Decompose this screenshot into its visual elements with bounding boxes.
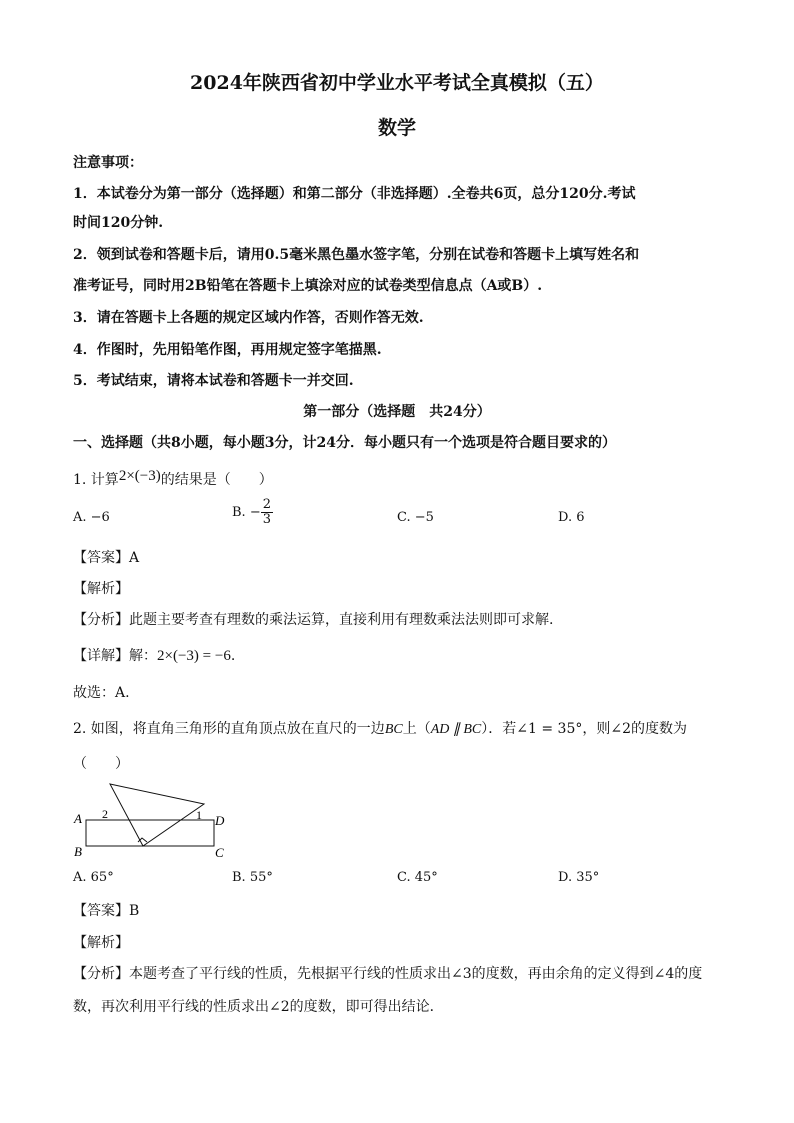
q2-option-d: D. 35° <box>558 870 600 885</box>
notice-item: 3．请在答题卡上各题的规定区域内作答，否则作答无效. <box>73 310 424 326</box>
fraction: $\frac{2}{3}$ <box>262 497 271 527</box>
q1-option-c: C. −5 <box>397 510 434 525</box>
q1-detail: 【详解】解：2×(−3) = −6. <box>73 648 236 664</box>
right-triangle <box>110 784 204 846</box>
question-2-blank: （ ） <box>73 756 129 772</box>
subject-title: 数学 <box>377 117 416 139</box>
q1-option-a: A. −6 <box>73 510 110 525</box>
q2-option-c: C. 45° <box>397 870 438 885</box>
q1-option-d: D. 6 <box>558 510 585 525</box>
notice-item: 2．领到试卷和答题卡后，请用0.5毫米黑色墨水签字笔，分别在试卷和答题卡上填写姓名和 <box>73 247 640 263</box>
notice-item: 1．本试卷分为第一部分（选择题）和第二部分（非选择题）.全卷共6页，总分120分.考试 <box>73 186 636 202</box>
q2-option-a: A. 65° <box>73 870 114 885</box>
notice-item: 4．作图时，先用铅笔作图，再用规定签字笔描黑. <box>73 342 382 358</box>
q1-analysis-label: 【解析】 <box>73 581 129 597</box>
notice-item: 准考证号，同时用2B铅笔在答题卡上填涂对应的试卷类型信息点（A或B）. <box>73 278 543 294</box>
page-title: 2024年陕西省初中学业水平考试全真模拟（五） <box>190 72 604 94</box>
question-2-stem: 2. 如图，将直角三角形的直角顶点放在直尺的一边BC上（AD ∥ BC）．若∠1 = 35°，则∠2的度数为 <box>73 721 687 737</box>
notice-item: 5．考试结束，请将本试卷和答题卡一并交回. <box>73 373 354 389</box>
label-a: A <box>74 811 82 826</box>
notice-heading: 注意事项： <box>73 155 143 171</box>
angle-2-label: 2 <box>102 807 108 821</box>
ruler-triangle-figure <box>72 778 242 864</box>
q2-fenxi-line1: 【分析】本题考查了平行线的性质，先根据平行线的性质求出∠3的度数，再由余角的定义得到∠4的度 <box>73 966 703 982</box>
notice-item: 时间120分钟. <box>73 215 164 231</box>
ruler-rectangle <box>86 820 214 846</box>
label-b: B <box>74 844 82 859</box>
q2-option-b: B. 55° <box>232 870 273 885</box>
q1-option-b: B. − $\frac{2}{3}$ <box>232 497 271 527</box>
angle-1-label: 1 <box>196 808 202 822</box>
q2-fenxi-line2: 数，再次利用平行线的性质求出∠2的度数，即可得出结论． <box>73 999 444 1015</box>
q2-analysis-label: 【解析】 <box>73 935 129 951</box>
part-heading: 第一部分（选择题 共24分） <box>303 404 491 420</box>
section-heading: 一、选择题（共8小题，每小题3分，计24分．每小题只有一个选项是符合题目要求的） <box>73 435 616 451</box>
q2-answer: 【答案】B <box>73 903 140 919</box>
q1-answer: 【答案】A <box>73 550 140 566</box>
label-c: C <box>215 845 224 860</box>
q1-fenxi: 【分析】此题主要考查有理数的乘法运算，直接利用有理数乘法法则即可求解. <box>73 612 554 628</box>
question-1-stem: 1. 计算2×(−3)的结果是（ ） <box>73 468 273 488</box>
label-d: D <box>215 813 225 828</box>
q1-choice: 故选：A. <box>73 685 130 701</box>
q1-expression: 2×(−3) <box>118 468 161 484</box>
